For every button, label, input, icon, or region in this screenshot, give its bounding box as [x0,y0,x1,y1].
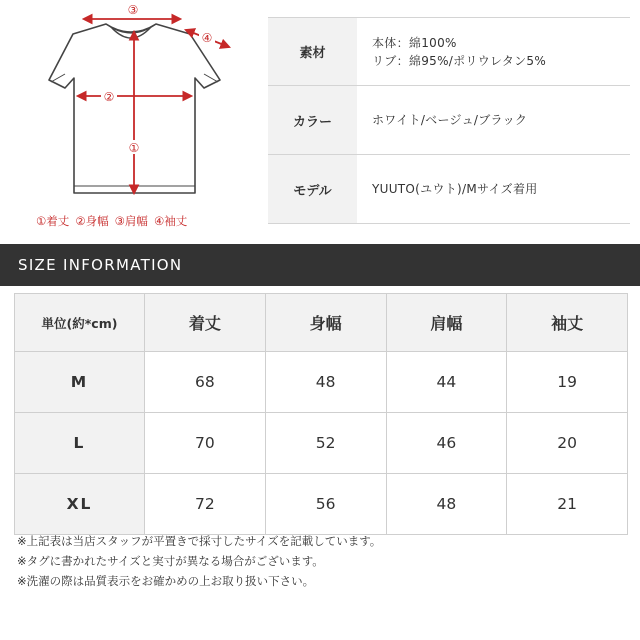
table-cell: 70 [145,413,266,474]
spec-table [268,17,630,224]
diagram-legend [36,213,250,229]
header-unit: 単位(約*cm) [15,294,145,352]
table-row [15,352,628,413]
spec-label: カラー [268,86,357,154]
table-cell: 72 [145,474,266,535]
table-cell: 48 [265,352,386,413]
header-body-width: 身幅 [265,294,386,352]
legend-sleeve: ④袖丈 [153,214,188,228]
size-table-header-row [15,294,628,352]
spec-value [357,155,630,223]
table-cell: 44 [386,352,507,413]
size-label: L [15,413,145,474]
note-tag-size: ※タグに書かれたサイズと実寸が異なる場合がございます。 [17,554,324,568]
size-information-header: SIZE INFORMATION [0,244,640,286]
marker-shoulder: ③ [127,3,139,17]
tshirt-diagram [28,0,254,206]
legend-length: ①着丈 [36,214,70,228]
header-length: 着丈 [145,294,266,352]
note-washing: ※洗濯の際は品質表示をお確かめの上お取り扱い下さい。 [17,574,315,588]
legend-body-width: ②身幅 [75,214,109,228]
table-cell: 68 [145,352,266,413]
spec-value-line: 本体：綿100% [372,35,457,50]
marker-length: ① [128,141,140,155]
spec-value-line: ホワイト/ベージュ/ブラック [372,113,528,127]
spec-row-color [268,86,630,155]
table-cell: 20 [507,413,628,474]
spec-value [357,18,630,85]
legend-shoulder: ③肩幅 [114,214,148,228]
spec-value-line: リブ：綿95%/ポリウレタン5% [372,53,547,68]
marker-body-width: ② [103,90,115,104]
table-row [15,413,628,474]
table-cell: 56 [265,474,386,535]
notes [17,531,627,591]
size-label: XL [15,474,145,535]
size-label: M [15,352,145,413]
table-cell: 19 [507,352,628,413]
spec-row-material [268,17,630,86]
spec-label: モデル [268,155,357,223]
table-cell: 21 [507,474,628,535]
table-cell: 52 [265,413,386,474]
size-table [14,293,628,535]
table-cell: 46 [386,413,507,474]
note-measurement: ※上記表は当店スタッフが平置きで採寸したサイズを記載しています。 [17,534,382,548]
table-row [15,474,628,535]
spec-value-line: YUUTO(ユウト)/Mサイズ着用 [372,182,538,196]
marker-sleeve: ④ [201,31,213,45]
header-sleeve: 袖丈 [507,294,628,352]
header-shoulder: 肩幅 [386,294,507,352]
table-cell: 48 [386,474,507,535]
spec-value [357,86,630,154]
spec-row-model [268,155,630,224]
spec-label: 素材 [268,18,357,85]
